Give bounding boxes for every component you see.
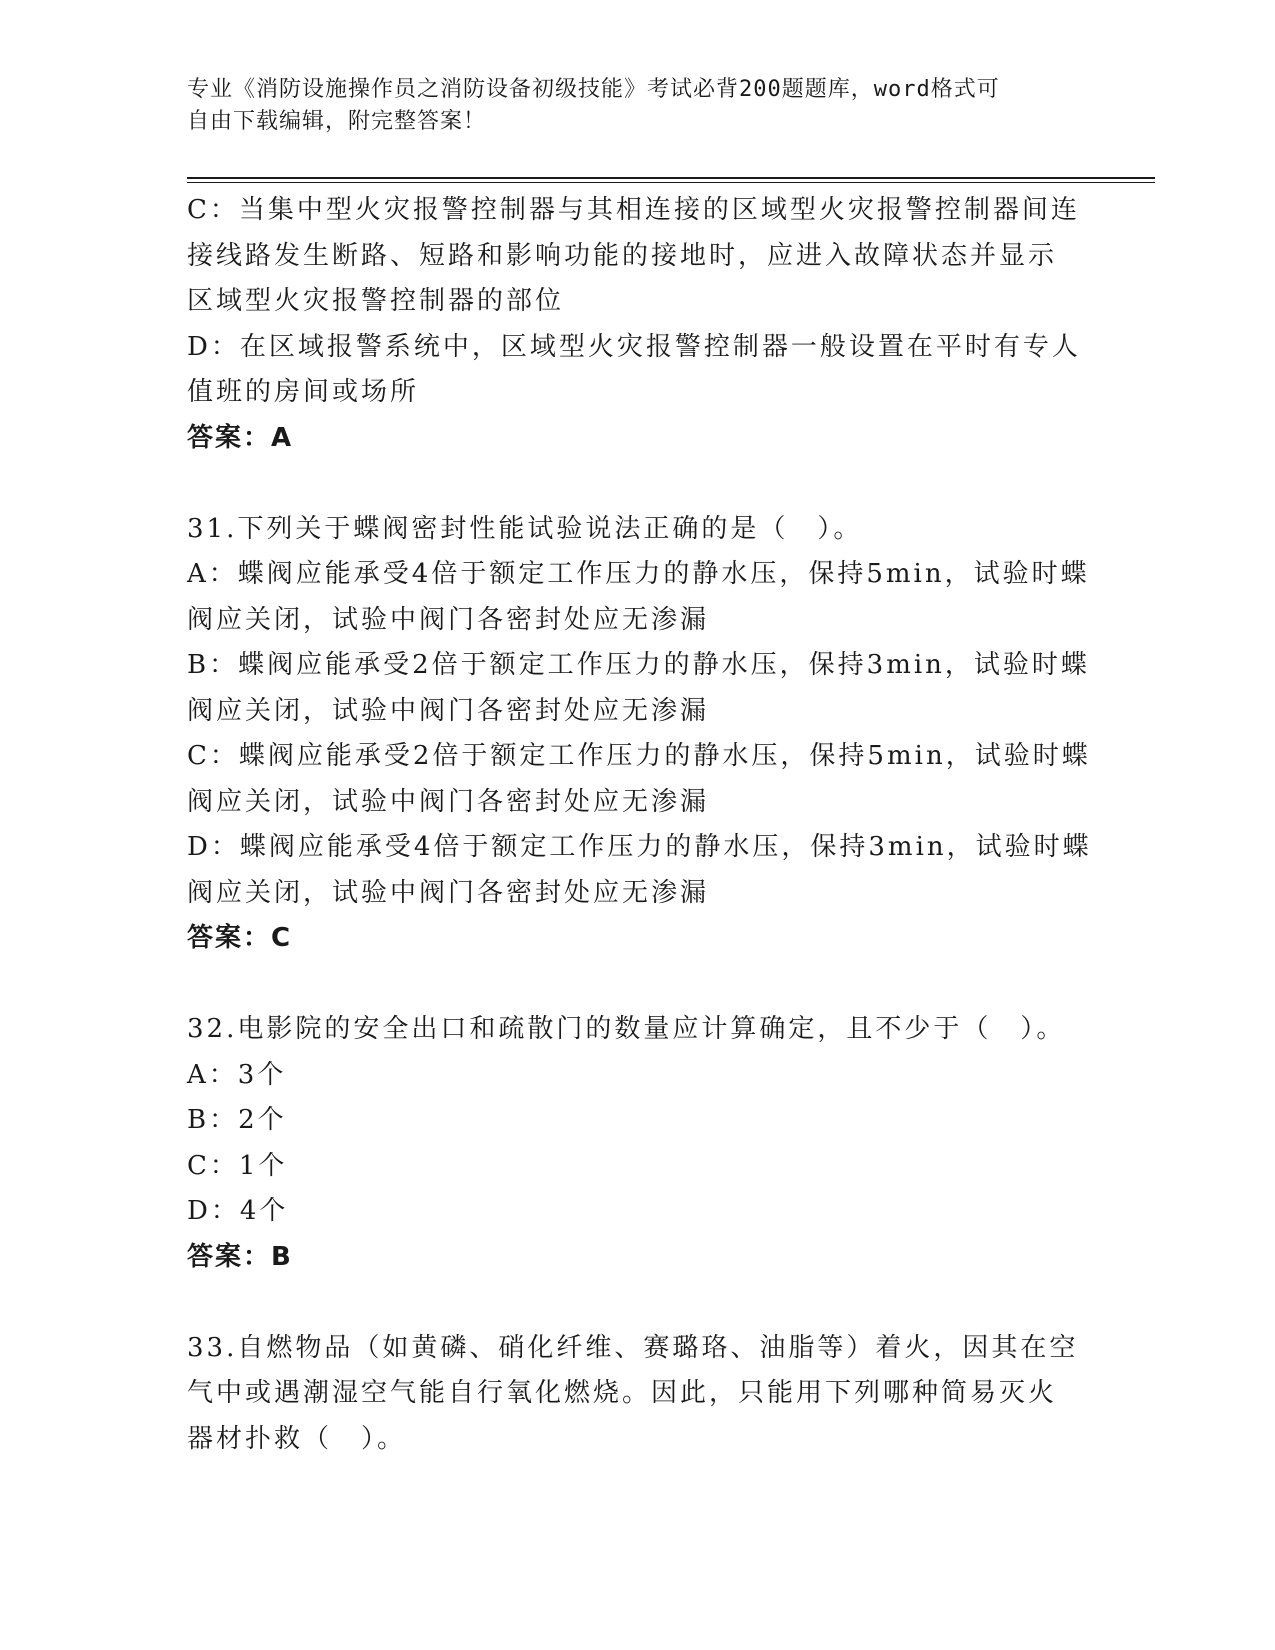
header-divider-thick (187, 177, 1155, 179)
spacer (187, 962, 1087, 1008)
option-text-line: 阀应关闭，试验中阀门各密封处应无渗漏 (187, 786, 710, 817)
option-text-line: 区域型火灾报警控制器的部位 (187, 286, 565, 316)
answer-label: 答案：C (187, 923, 293, 953)
option-d (187, 325, 1087, 416)
option-text-line: 值班的房间或场所 (187, 377, 420, 407)
header-divider-thin (187, 182, 1155, 183)
question-31 (187, 507, 1092, 962)
option-a (187, 552, 1090, 643)
option-text-line: 阀应关闭，试验中阀门各密封处应无渗漏 (187, 877, 710, 908)
option-b: B：2个 (187, 1105, 287, 1135)
question-content (187, 188, 1092, 1462)
option-c (187, 188, 1087, 325)
answer-label: 答案：B (187, 1241, 293, 1272)
question-32 (187, 1007, 1087, 1280)
option-c (187, 734, 1091, 825)
question-text: 31.下列关于蝶阀密封性能试验说法正确的是（ ）。 (187, 513, 863, 544)
option-d: D：4个 (187, 1196, 289, 1226)
option-text-line: 阀应关闭，试验中阀门各密封处应无渗漏 (187, 695, 710, 726)
header-line-1: 专业《消防设施操作员之消防设备初级技能》考试必背200题题库，word格式可 (187, 77, 1000, 102)
question-text-line: 器材扑救（ ）。 (187, 1423, 407, 1454)
spacer (187, 461, 1087, 507)
option-text-line: A：蝶阀应能承受4倍于额定工作压力的静水压，保持5min，试验时蝶 (187, 559, 1090, 589)
option-text-line: B：蝶阀应能承受2倍于额定工作压力的静水压，保持3min，试验时蝶 (187, 650, 1090, 680)
option-c: C：1个 (187, 1150, 288, 1181)
option-text-line: C：当集中型火灾报警控制器与其相连接的区域型火灾报警控制器间连 (187, 195, 1080, 225)
option-text-line: 接线路发生断路、短路和影响功能的接地时，应进入故障状态并显示 (187, 240, 1058, 271)
question-text: 32.电影院的安全出口和疏散门的数量应计算确定，且不少于（ ）。 (187, 1014, 1066, 1044)
option-a: A：3个 (187, 1059, 287, 1090)
question-33 (187, 1326, 1087, 1463)
option-text-line: C：蝶阀应能承受2倍于额定工作压力的静水压，保持5min，试验时蝶 (187, 741, 1091, 771)
header-line-2: 自由下载编辑，附完整答案！ (187, 109, 487, 134)
prev-question (187, 188, 1087, 461)
option-text-line: D：蝶阀应能承受4倍于额定工作压力的静水压，保持3min，试验时蝶 (187, 832, 1092, 862)
document-header (187, 74, 1087, 138)
option-b (187, 643, 1090, 734)
option-text-line: 阀应关闭，试验中阀门各密封处应无渗漏 (187, 604, 710, 635)
spacer (187, 1280, 1087, 1326)
option-text-line: D：在区域报警系统中，区域型火灾报警控制器一般设置在平时有专人 (187, 331, 1081, 362)
answer-label: 答案：A (187, 422, 294, 453)
question-text-line: 气中或遇潮湿空气能自行氧化燃烧。因此，只能用下列哪种简易灭火 (187, 1378, 1058, 1408)
question-text-line: 33.自燃物品（如黄磷、硝化纤维、赛璐珞、油脂等）着火，因其在空 (187, 1332, 1079, 1363)
option-d (187, 825, 1092, 916)
